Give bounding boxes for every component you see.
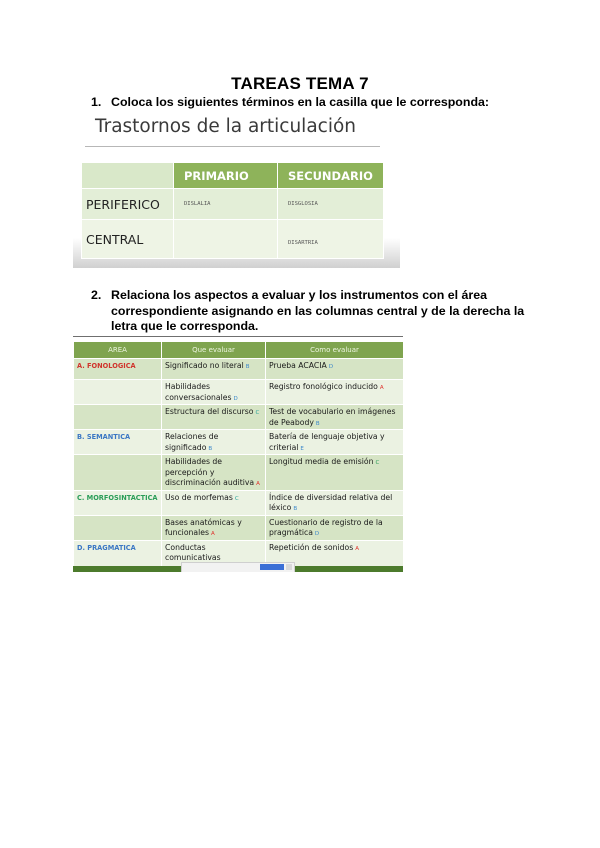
- que-evaluar-cell: [162, 405, 266, 430]
- answer-mark: B: [315, 420, 320, 427]
- table-row: [74, 405, 404, 430]
- area-cell: [74, 430, 162, 455]
- como-evaluar-text: Índice de diversidad relativa del léxico: [269, 492, 393, 512]
- que-evaluar-text: Habilidades conversacionales: [165, 382, 232, 402]
- table-row: [74, 380, 404, 405]
- evaluation-table: [73, 341, 403, 572]
- articulation-table: [81, 162, 384, 259]
- area-label: D. PRAGMATICA: [77, 543, 136, 552]
- cell-periferico-primario: DISLALIA: [174, 189, 278, 220]
- answer-mark: D: [328, 364, 334, 370]
- como-evaluar-cell: [266, 405, 404, 430]
- question-2-number: 2.: [91, 288, 102, 302]
- table-header-row: [82, 163, 384, 189]
- row-label-periferico: PERIFERICO: [82, 189, 174, 220]
- table-row: [82, 220, 384, 259]
- que-evaluar-cell: [162, 490, 266, 515]
- como-evaluar-cell: [266, 490, 404, 515]
- area-cell: [74, 490, 162, 515]
- area-cell: [74, 455, 162, 491]
- overlay-button[interactable]: [260, 564, 284, 570]
- como-evaluar-cell: [266, 515, 404, 540]
- answer-mark: C: [375, 460, 380, 466]
- table-row: [74, 359, 404, 380]
- que-evaluar-text: Estructura del discurso: [165, 407, 254, 416]
- que-evaluar-text: Significado no literal: [165, 361, 244, 370]
- que-evaluar-cell: [162, 380, 266, 405]
- como-evaluar-cell: [266, 359, 404, 380]
- question-2-line: letra que le corresponda.: [111, 319, 259, 333]
- overlay-popup[interactable]: [181, 562, 295, 572]
- que-evaluar-cell: [162, 430, 266, 455]
- header-area: AREA: [74, 342, 162, 359]
- como-evaluar-text: Cuestionario de registro de la pragmática: [269, 517, 383, 537]
- area-label: B. SEMANTICA: [77, 433, 131, 441]
- como-evaluar-text: Prueba ACACIA: [269, 361, 327, 370]
- answer-mark: D: [314, 531, 320, 537]
- como-evaluar-text: Registro fonológico inducido: [269, 382, 378, 391]
- cell-central-secundario: DISARTRIA: [278, 220, 384, 259]
- como-evaluar-cell: [266, 455, 404, 491]
- table-row: [74, 430, 404, 455]
- header-que-evaluar: Que evaluar: [162, 342, 266, 359]
- header-secundario: SECUNDARIO: [278, 163, 384, 189]
- area-cell: [74, 405, 162, 430]
- cell-periferico-secundario: DISGLOSIA: [278, 189, 384, 220]
- que-evaluar-text: Habilidades de percepción y discriminación auditiva: [165, 457, 255, 487]
- figure-top-border: [73, 336, 403, 337]
- answer-mark: D: [233, 395, 238, 402]
- row-label-central: CENTRAL: [82, 220, 174, 259]
- question-1-number: 1.: [91, 95, 102, 109]
- answer-mark: E: [300, 445, 304, 452]
- answer-mark: B: [208, 445, 213, 452]
- answer-mark: C: [255, 410, 260, 416]
- question-2-line: correspondiente asignando en las columnas central y de la derecha la: [111, 303, 525, 318]
- header-como-evaluar: Como evaluar: [266, 342, 404, 359]
- question-2-text: [111, 288, 531, 335]
- table-row: [74, 455, 404, 491]
- que-evaluar-cell: [162, 455, 266, 491]
- area-label: A. FONOLOGICA: [77, 362, 136, 370]
- articulation-disorders-figure: [73, 110, 400, 268]
- answer-mark: A: [256, 481, 260, 487]
- header-empty-cell: [82, 163, 174, 189]
- table-row: [82, 189, 384, 220]
- cell-central-primario: [174, 220, 278, 259]
- que-evaluar-cell: [162, 515, 266, 540]
- como-evaluar-text: Longitud media de emisión: [269, 457, 374, 466]
- page-title: TAREAS TEMA 7: [231, 74, 369, 93]
- area-cell: [74, 380, 162, 405]
- area-cell: [74, 515, 162, 540]
- question-1-text: Coloca los siguientes términos en la casilla que le corresponda:: [111, 95, 490, 109]
- que-evaluar-text: Uso de morfemas: [165, 492, 233, 502]
- overlay-close-icon[interactable]: [286, 564, 292, 570]
- table-row: [74, 490, 404, 515]
- table-row: [74, 515, 404, 540]
- answer-mark: A: [355, 545, 359, 552]
- figure-heading: Trastornos de la articulación: [95, 116, 357, 137]
- como-evaluar-cell: [266, 380, 404, 405]
- como-evaluar-cell: [266, 430, 404, 455]
- heading-divider: [85, 146, 380, 147]
- que-evaluar-text: Bases anatómicas y funcionales: [165, 517, 242, 537]
- answer-mark: A: [379, 385, 384, 391]
- area-cell: [74, 359, 162, 380]
- answer-mark: C: [234, 495, 239, 502]
- que-evaluar-text: Relaciones de significado: [165, 432, 219, 452]
- answer-mark: B: [245, 364, 250, 370]
- table-header-row: [74, 342, 404, 359]
- overlay-text: [186, 564, 256, 569]
- answer-mark: A: [210, 531, 215, 537]
- evaluation-table-figure: [73, 336, 403, 572]
- area-label: C. MORFOSINTACTICA: [77, 493, 158, 502]
- como-evaluar-text: Test de vocabulario en imágenes de Peabody: [269, 407, 396, 427]
- answer-mark: B: [293, 506, 298, 512]
- header-primario: PRIMARIO: [174, 163, 278, 189]
- que-evaluar-text: Conductas comunicativas: [165, 542, 221, 562]
- como-evaluar-text: Batería de lenguaje objetiva y criterial: [269, 432, 385, 452]
- como-evaluar-text: Repetición de sonidos: [269, 542, 354, 552]
- que-evaluar-cell: [162, 359, 266, 380]
- question-2-line: Relaciona los aspectos a evaluar y los instrumentos con el área: [111, 288, 488, 302]
